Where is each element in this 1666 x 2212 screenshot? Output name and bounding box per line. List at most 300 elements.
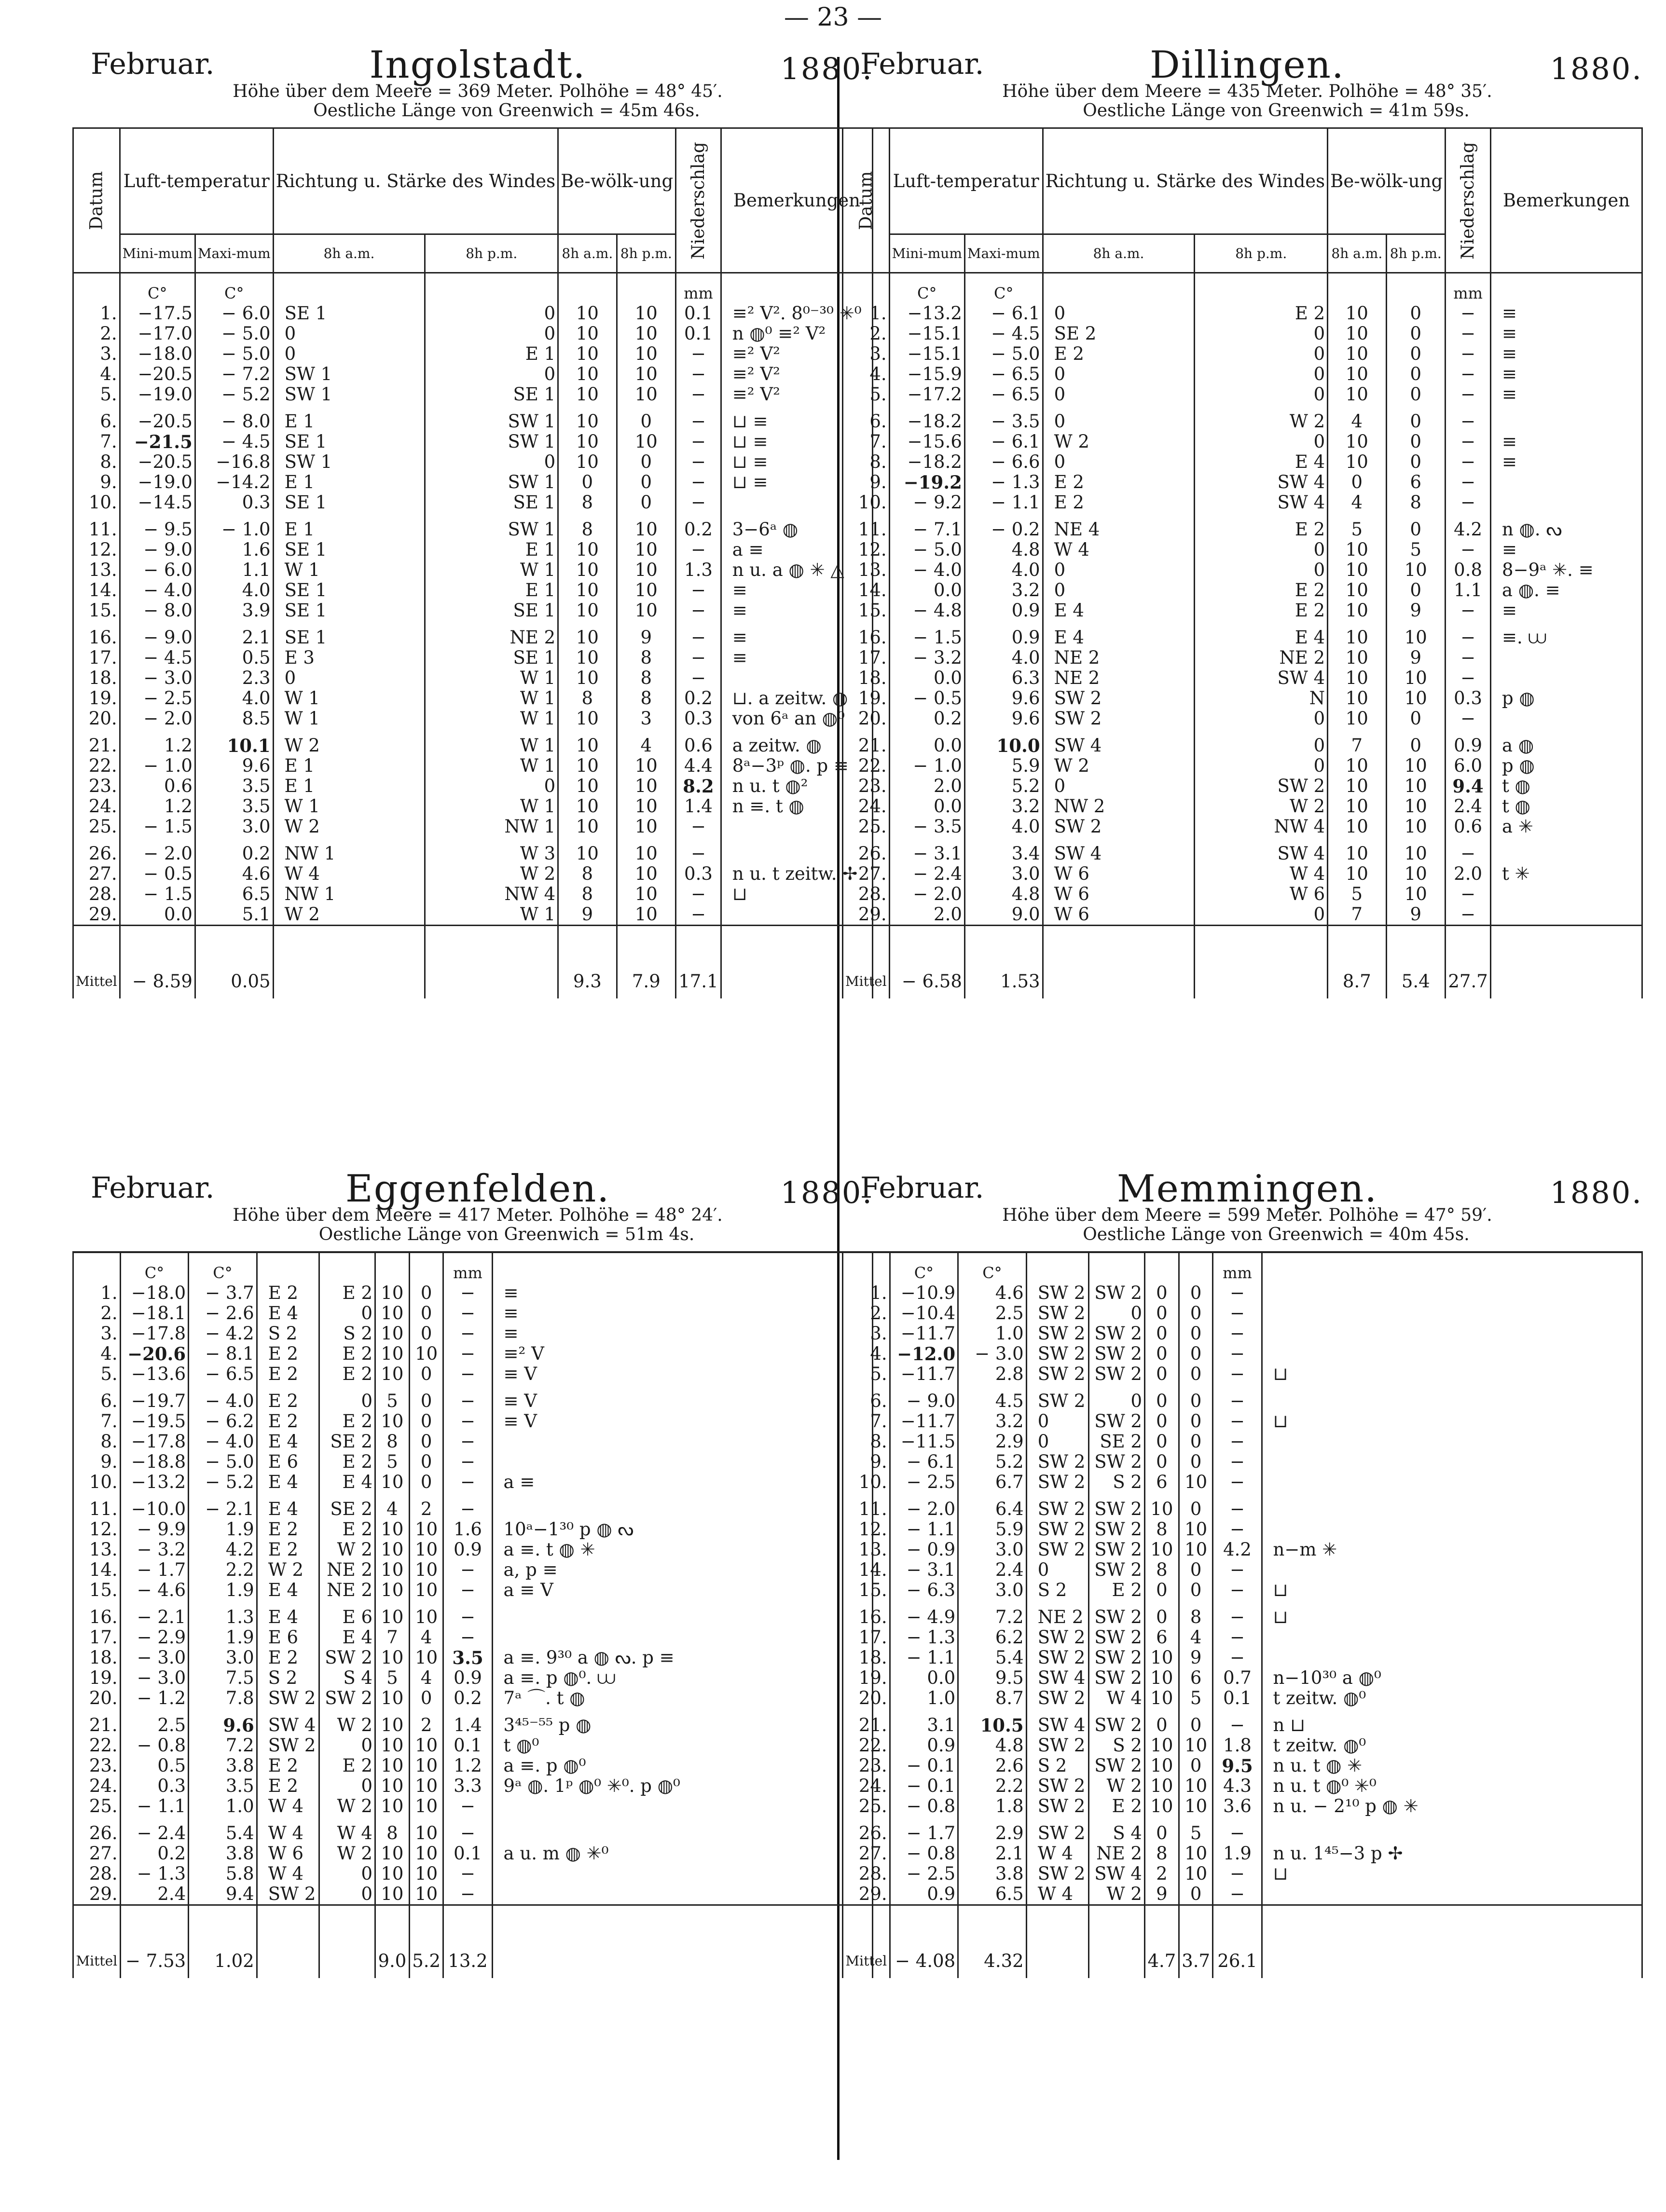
max-temp-cell: 4.2: [189, 1540, 257, 1560]
min-temp-cell: − 4.5: [120, 648, 195, 668]
cloud-8pm-cell: 0: [1386, 384, 1446, 405]
table-row: [73, 776, 873, 796]
wind-8pm-cell: E 2: [1195, 601, 1328, 621]
wind-8pm-cell: E 2: [1088, 1796, 1144, 1816]
min-temp-cell: − 2.1: [120, 1600, 189, 1627]
station-name: Memmingen.: [1116, 1167, 1378, 1211]
precip-cell: −: [1446, 621, 1491, 648]
table-row: [73, 756, 873, 776]
mean-value: 27.7: [1446, 926, 1491, 999]
cloud-8am-cell: 10: [375, 1303, 409, 1324]
precip-cell: −: [1446, 492, 1491, 513]
cloud-8pm-cell: 8: [1179, 1600, 1213, 1627]
header-cloud-cover: Be-wölk-ung: [1328, 128, 1446, 234]
cloud-8pm-cell: 0: [1386, 303, 1446, 324]
max-temp-cell: 3.0: [189, 1648, 257, 1668]
mean-label: Mittel: [843, 926, 890, 999]
day-cell: 6.: [73, 405, 120, 432]
day-cell: 10.: [843, 492, 890, 513]
table-row: [73, 817, 873, 837]
min-temp-cell: −19.0: [120, 384, 195, 405]
day-cell: 11.: [843, 513, 890, 540]
unit-cell: [409, 1252, 443, 1283]
cloud-8am-cell: 10: [1144, 1492, 1179, 1519]
wind-8pm-cell: NW 4: [1195, 817, 1328, 837]
remarks-cell: ≡: [492, 1303, 872, 1324]
precip-cell: −: [676, 817, 721, 837]
min-temp-cell: −11.7: [890, 1364, 958, 1384]
remarks-cell: [1262, 1303, 1642, 1324]
day-cell: 22.: [843, 1735, 890, 1756]
remarks-cell: a ◍: [1491, 729, 1642, 756]
wind-8am-cell: 0: [1043, 364, 1195, 384]
precip-cell: −: [443, 1816, 492, 1843]
min-temp-cell: 1.0: [890, 1688, 958, 1708]
wind-8am-cell: NE 2: [1043, 668, 1195, 688]
precip-cell: −: [676, 344, 721, 364]
table-row: [73, 904, 873, 926]
cloud-8pm-cell: 0: [409, 1688, 443, 1708]
min-temp-cell: − 9.0: [120, 621, 195, 648]
min-temp-cell: −10.4: [890, 1303, 958, 1324]
month-label: Februar.: [860, 47, 984, 81]
min-temp-cell: − 2.0: [890, 1492, 958, 1519]
precip-cell: −: [1213, 1364, 1262, 1384]
max-temp-cell: − 4.0: [189, 1432, 257, 1452]
min-temp-cell: − 0.9: [890, 1540, 958, 1560]
remarks-cell: [1262, 1452, 1642, 1472]
max-temp-cell: − 8.0: [195, 405, 273, 432]
mean-value: [273, 926, 425, 999]
cloud-8pm-cell: 8: [617, 688, 676, 709]
remarks-cell: ⊔. a zeitw. ◍: [721, 688, 872, 709]
min-temp-cell: − 7.1: [889, 513, 964, 540]
wind-8pm-cell: SW 2: [1088, 1519, 1144, 1540]
max-temp-cell: 1.6: [195, 540, 273, 560]
max-temp-cell: 3.5: [189, 1776, 257, 1796]
table-row: [73, 1708, 873, 1735]
mean-value: [319, 1905, 375, 1979]
max-temp-cell: − 4.5: [195, 432, 273, 452]
day-cell: 28.: [843, 1864, 890, 1884]
cloud-8am-cell: 10: [375, 1688, 409, 1708]
cloud-8pm-cell: 2: [409, 1492, 443, 1519]
unit-cell: [375, 1252, 409, 1283]
max-temp-cell: 9.6: [189, 1708, 257, 1735]
remarks-cell: ≡² V²: [721, 384, 872, 405]
max-temp-cell: − 5.0: [189, 1452, 257, 1472]
remarks-cell: ≡: [492, 1324, 872, 1344]
day-cell: 23.: [73, 776, 120, 796]
wind-8pm-cell: W 4: [1088, 1688, 1144, 1708]
day-cell: 8.: [843, 1432, 890, 1452]
min-temp-cell: 2.0: [889, 776, 964, 796]
day-cell: 5.: [843, 1364, 890, 1384]
table-row: [843, 1668, 1642, 1688]
min-temp-cell: 0.6: [120, 776, 195, 796]
table-row: [843, 540, 1642, 560]
wind-8pm-cell: SW 2: [1088, 1283, 1144, 1303]
remarks-cell: ≡. ⩊: [1491, 621, 1642, 648]
cloud-8pm-cell: 0: [409, 1472, 443, 1492]
remarks-cell: [492, 1627, 872, 1648]
cloud-8pm-cell: 2: [409, 1708, 443, 1735]
day-cell: 8.: [843, 452, 890, 472]
weather-table: [72, 127, 873, 998]
wind-8am-cell: SW 2: [1026, 1452, 1088, 1472]
day-cell: 6.: [843, 1384, 890, 1411]
cloud-8pm-cell: 0: [1386, 580, 1446, 601]
panel-memmingen: [842, 1167, 1652, 1978]
max-temp-cell: 9.6: [964, 688, 1043, 709]
day-cell: 14.: [843, 580, 890, 601]
precip-cell: −: [676, 405, 721, 432]
remarks-cell: ≡: [1491, 364, 1642, 384]
table-row: [843, 1648, 1642, 1668]
max-temp-cell: 2.2: [958, 1776, 1027, 1796]
cloud-8am-cell: 10: [558, 817, 617, 837]
cloud-8am-cell: 7: [1328, 904, 1386, 926]
table-row: [73, 1600, 873, 1627]
min-temp-cell: −10.9: [890, 1283, 958, 1303]
wind-8pm-cell: E 2: [319, 1756, 375, 1776]
cloud-8am-cell: 10: [1328, 303, 1386, 324]
max-temp-cell: 1.9: [189, 1627, 257, 1648]
min-temp-cell: 2.4: [120, 1884, 189, 1905]
cloud-8am-cell: 10: [375, 1540, 409, 1560]
wind-8am-cell: E 4: [257, 1492, 319, 1519]
cloud-8am-cell: 10: [1328, 756, 1386, 776]
month-label: Februar.: [91, 47, 215, 81]
day-cell: 2.: [843, 324, 890, 344]
remarks-cell: [492, 1492, 872, 1519]
max-temp-cell: − 6.2: [189, 1411, 257, 1432]
wind-8am-cell: 0: [273, 668, 425, 688]
precip-cell: 1.3: [676, 560, 721, 580]
remarks-cell: a ≡. p ◍⁰: [492, 1756, 872, 1776]
day-cell: 4.: [843, 364, 890, 384]
min-temp-cell: − 3.0: [120, 1648, 189, 1668]
weather-table: [842, 1251, 1643, 1978]
cloud-8am-cell: 10: [1328, 796, 1386, 817]
cloud-8am-cell: 4: [1328, 405, 1386, 432]
cloud-8am-cell: 10: [375, 1324, 409, 1344]
table-row: [73, 1364, 873, 1384]
max-temp-cell: 5.9: [964, 756, 1043, 776]
cloud-8pm-cell: 0: [409, 1324, 443, 1344]
table-row: [843, 837, 1642, 864]
precip-cell: −: [1213, 1432, 1262, 1452]
header-cloud-8pm: 8h p.m.: [617, 234, 676, 273]
wind-8pm-cell: 0: [319, 1735, 375, 1756]
table-row: [843, 364, 1642, 384]
remarks-cell: [1491, 405, 1642, 432]
wind-8am-cell: E 4: [1043, 601, 1195, 621]
remarks-cell: ≡: [721, 648, 872, 668]
wind-8pm-cell: SW 2: [1088, 1364, 1144, 1384]
table-row: [843, 384, 1642, 405]
max-temp-cell: − 7.2: [195, 364, 273, 384]
wind-8am-cell: W 2: [273, 729, 425, 756]
precip-cell: −: [443, 1432, 492, 1452]
wind-8pm-cell: 0: [1088, 1303, 1144, 1324]
cloud-8pm-cell: 0: [1179, 1884, 1213, 1905]
day-cell: 16.: [73, 621, 120, 648]
cloud-8am-cell: 10: [1144, 1688, 1179, 1708]
cloud-8pm-cell: 10: [617, 817, 676, 837]
wind-8pm-cell: 0: [1195, 560, 1328, 580]
cloud-8am-cell: 10: [375, 1735, 409, 1756]
wind-8am-cell: SW 2: [1026, 1735, 1088, 1756]
day-cell: 9.: [843, 472, 890, 492]
min-temp-cell: −14.5: [120, 492, 195, 513]
precip-cell: −: [443, 1384, 492, 1411]
day-cell: 20.: [73, 709, 120, 729]
cloud-8am-cell: 10: [1328, 540, 1386, 560]
cloud-8am-cell: 2: [1144, 1864, 1179, 1884]
wind-8am-cell: SE 1: [273, 432, 425, 452]
max-temp-cell: 2.3: [195, 668, 273, 688]
remarks-cell: a, p ≡: [492, 1560, 872, 1580]
remarks-cell: [1262, 1324, 1642, 1344]
day-cell: 29.: [843, 904, 890, 926]
table-row: [73, 364, 873, 384]
precip-cell: −: [1446, 384, 1491, 405]
remarks-cell: [1491, 668, 1642, 688]
min-temp-cell: 0.0: [890, 1668, 958, 1688]
precip-cell: −: [1213, 1580, 1262, 1600]
cloud-8am-cell: 6: [1144, 1627, 1179, 1648]
precip-cell: −: [1213, 1283, 1262, 1303]
cloud-8pm-cell: 0: [1386, 405, 1446, 432]
table-row: [73, 1472, 873, 1492]
precip-cell: −: [1446, 324, 1491, 344]
cloud-8pm-cell: 10: [617, 776, 676, 796]
cloud-8pm-cell: 10: [1179, 1796, 1213, 1816]
wind-8pm-cell: 0: [425, 452, 558, 472]
remarks-cell: t ◍⁰: [492, 1735, 872, 1756]
day-cell: 14.: [73, 580, 120, 601]
units-row: [73, 1252, 873, 1283]
day-cell: 21.: [843, 729, 890, 756]
cloud-8pm-cell: 10: [409, 1864, 443, 1884]
unit-cell: C°: [964, 273, 1043, 304]
min-temp-cell: − 1.5: [889, 621, 964, 648]
precip-cell: −: [1213, 1627, 1262, 1648]
cloud-8am-cell: 10: [558, 384, 617, 405]
cloud-8am-cell: 0: [1144, 1344, 1179, 1364]
cloud-8pm-cell: 0: [1179, 1344, 1213, 1364]
cloud-8pm-cell: 10: [617, 796, 676, 817]
wind-8am-cell: W 2: [273, 817, 425, 837]
min-temp-cell: −10.0: [120, 1492, 189, 1519]
wind-8am-cell: SW 2: [1026, 1776, 1088, 1796]
max-temp-cell: 3.2: [958, 1411, 1027, 1432]
header-wind-8am: 8h a.m.: [273, 234, 425, 273]
remarks-cell: [1262, 1627, 1642, 1648]
cloud-8am-cell: 10: [1328, 709, 1386, 729]
wind-8pm-cell: W 2: [1088, 1776, 1144, 1796]
table-row: [73, 1324, 873, 1344]
table-row: [843, 1540, 1642, 1560]
remarks-cell: ⊔: [1262, 1364, 1642, 1384]
cloud-8pm-cell: 10: [617, 560, 676, 580]
min-temp-cell: 0.0: [889, 668, 964, 688]
month-label: Februar.: [91, 1171, 215, 1205]
max-temp-cell: 5.2: [964, 776, 1043, 796]
table-row: [843, 580, 1642, 601]
wind-8pm-cell: SW 2: [1088, 1324, 1144, 1344]
mean-value: 5.4: [1386, 926, 1446, 999]
day-cell: 29.: [73, 1884, 121, 1905]
table-row: [73, 709, 873, 729]
cloud-8am-cell: 10: [558, 580, 617, 601]
cloud-8am-cell: 5: [375, 1384, 409, 1411]
precip-cell: −: [1446, 904, 1491, 926]
precip-cell: −: [443, 1452, 492, 1472]
precip-cell: 0.3: [1446, 688, 1491, 709]
mean-value: [1026, 1905, 1088, 1979]
wind-8am-cell: W 6: [1043, 884, 1195, 904]
cloud-8am-cell: 0: [1144, 1303, 1179, 1324]
mean-label: Mittel: [843, 1905, 890, 1979]
wind-8pm-cell: W 1: [425, 729, 558, 756]
day-cell: 22.: [843, 756, 890, 776]
table-row: [843, 1580, 1642, 1600]
table-row: [73, 384, 873, 405]
min-temp-cell: − 3.0: [120, 668, 195, 688]
min-temp-cell: − 1.1: [120, 1796, 189, 1816]
wind-8pm-cell: SW 2: [1088, 1540, 1144, 1560]
precip-cell: −: [443, 1283, 492, 1303]
wind-8am-cell: NE 2: [1043, 648, 1195, 668]
cloud-8pm-cell: 6: [1179, 1668, 1213, 1688]
max-temp-cell: 3.0: [958, 1580, 1027, 1600]
min-temp-cell: −21.5: [120, 432, 195, 452]
header-air-temperature: Luft-temperatur: [120, 128, 273, 234]
table-row: [73, 864, 873, 884]
remarks-cell: n u. a ◍ ✳ △: [721, 560, 872, 580]
cloud-8am-cell: 5: [375, 1668, 409, 1688]
day-cell: 4.: [73, 1344, 121, 1364]
cloud-8am-cell: 10: [1144, 1540, 1179, 1560]
remarks-cell: 9ᵃ ◍. 1ᵖ ◍⁰ ✳⁰. p ◍⁰: [492, 1776, 872, 1796]
precip-cell: 0.1: [676, 303, 721, 324]
wind-8am-cell: 0: [1043, 405, 1195, 432]
wind-8am-cell: E 6: [257, 1452, 319, 1472]
max-temp-cell: 6.7: [958, 1472, 1027, 1492]
remarks-cell: ≡: [1491, 324, 1642, 344]
day-cell: 1.: [843, 303, 890, 324]
max-temp-cell: − 5.0: [964, 344, 1043, 364]
day-cell: 2.: [73, 1303, 121, 1324]
cloud-8pm-cell: 10: [1386, 817, 1446, 837]
wind-8pm-cell: SW 4: [1195, 668, 1328, 688]
max-temp-cell: − 2.1: [189, 1492, 257, 1519]
day-cell: 14.: [73, 1560, 121, 1580]
cloud-8pm-cell: 10: [1386, 688, 1446, 709]
remarks-cell: n ◍⁰ ≡² V²: [721, 324, 872, 344]
table-row: [73, 1843, 873, 1864]
unit-cell: [843, 1252, 890, 1283]
max-temp-cell: 3.5: [195, 796, 273, 817]
min-temp-cell: −19.2: [889, 472, 964, 492]
wind-8pm-cell: SE 2: [319, 1432, 375, 1452]
day-cell: 25.: [843, 1796, 890, 1816]
cloud-8pm-cell: 10: [409, 1884, 443, 1905]
precip-cell: 0.2: [676, 513, 721, 540]
cloud-8am-cell: 10: [1328, 580, 1386, 601]
cloud-8am-cell: 10: [1328, 344, 1386, 364]
min-temp-cell: − 2.5: [890, 1864, 958, 1884]
cloud-8am-cell: 10: [558, 560, 617, 580]
day-cell: 18.: [843, 1648, 890, 1668]
cloud-8am-cell: 10: [375, 1776, 409, 1796]
table-row: [843, 1796, 1642, 1816]
cloud-8pm-cell: 10: [617, 580, 676, 601]
precip-cell: 3.5: [443, 1648, 492, 1668]
wind-8pm-cell: W 1: [425, 756, 558, 776]
cloud-8pm-cell: 0: [617, 492, 676, 513]
remarks-cell: n u. − 2¹⁰ p ◍ ✳: [1262, 1796, 1642, 1816]
min-temp-cell: −20.5: [120, 405, 195, 432]
max-temp-cell: − 5.2: [195, 384, 273, 405]
remarks-cell: ≡: [721, 601, 872, 621]
wind-8am-cell: SW 2: [1026, 1344, 1088, 1364]
wind-8pm-cell: N: [1195, 688, 1328, 709]
wind-8pm-cell: W 1: [425, 796, 558, 817]
remarks-cell: p ◍: [1491, 756, 1642, 776]
max-temp-cell: −14.2: [195, 472, 273, 492]
wind-8am-cell: SW 2: [1026, 1384, 1088, 1411]
table-row: [73, 621, 873, 648]
table-row: [73, 1384, 873, 1411]
header-wind-8pm: 8h p.m.: [425, 234, 558, 273]
wind-8pm-cell: SE 1: [425, 648, 558, 668]
max-temp-cell: − 2.6: [189, 1303, 257, 1324]
cloud-8pm-cell: 10: [617, 884, 676, 904]
max-temp-cell: 5.4: [958, 1648, 1027, 1668]
cloud-8am-cell: 10: [1328, 384, 1386, 405]
day-cell: 24.: [73, 1776, 121, 1796]
wind-8am-cell: SW 2: [1026, 1283, 1088, 1303]
day-cell: 23.: [843, 1756, 890, 1776]
wind-8pm-cell: SE 2: [319, 1492, 375, 1519]
wind-8pm-cell: W 1: [425, 904, 558, 926]
wind-8am-cell: E 2: [257, 1411, 319, 1432]
wind-8pm-cell: S 2: [1088, 1735, 1144, 1756]
day-cell: 3.: [843, 1324, 890, 1344]
precip-cell: −: [676, 580, 721, 601]
cloud-8pm-cell: 0: [409, 1364, 443, 1384]
cloud-8pm-cell: 10: [409, 1600, 443, 1627]
table-row: [843, 1735, 1642, 1756]
table-row: [843, 756, 1642, 776]
max-temp-cell: 7.2: [958, 1600, 1027, 1627]
remarks-cell: n−10³⁰ a ◍⁰: [1262, 1668, 1642, 1688]
unit-cell: [319, 1252, 375, 1283]
min-temp-cell: − 0.1: [890, 1776, 958, 1796]
cloud-8am-cell: 10: [375, 1580, 409, 1600]
day-cell: 27.: [843, 864, 890, 884]
cloud-8pm-cell: 0: [409, 1384, 443, 1411]
min-temp-cell: − 1.0: [889, 756, 964, 776]
table-row: [843, 1884, 1642, 1905]
cloud-8am-cell: 10: [1328, 364, 1386, 384]
remarks-cell: [1262, 1492, 1642, 1519]
remarks-cell: ≡: [1491, 384, 1642, 405]
max-temp-cell: 1.9: [189, 1580, 257, 1600]
